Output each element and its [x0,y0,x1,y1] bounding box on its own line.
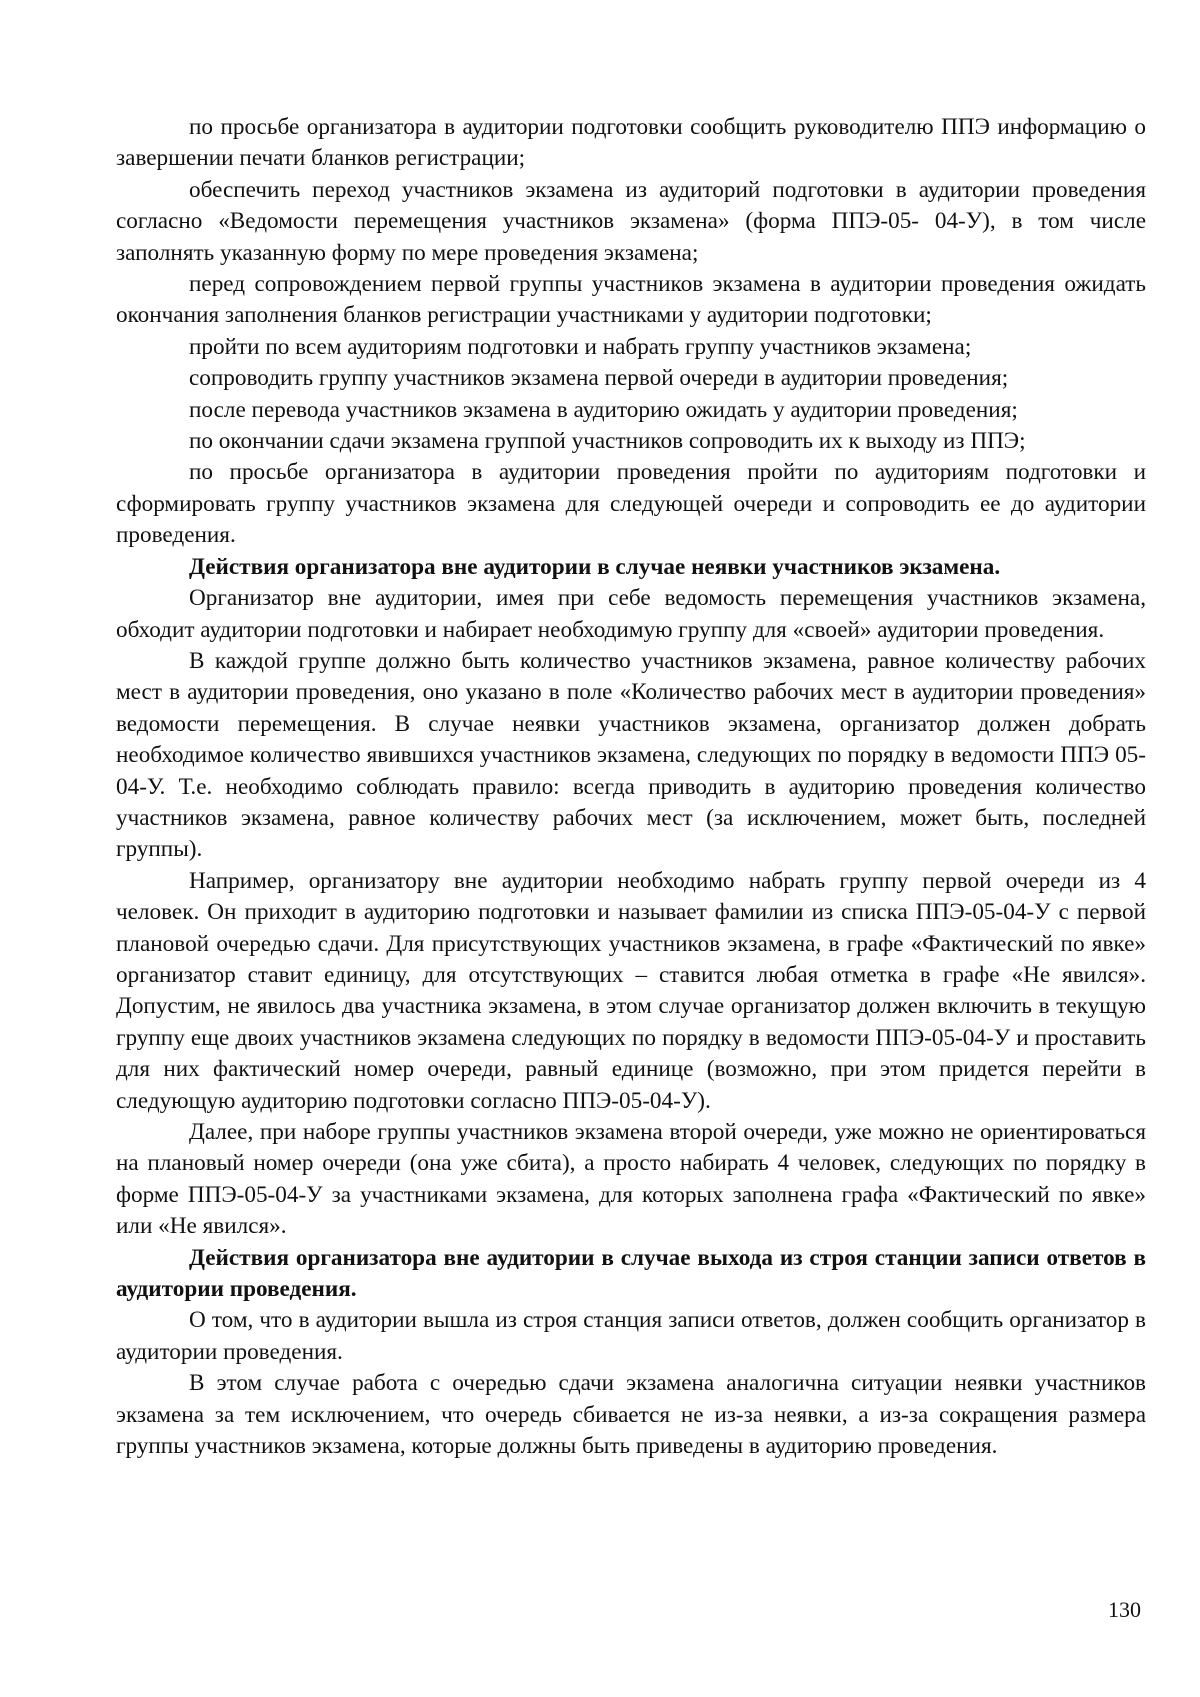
paragraph: по просьбе организатора в аудитории подготовки сообщить руководителю ППЭ информацию о завершении печати бланков регистрации; [116,114,1146,172]
paragraph: по окончании сдачи экзамена группой участников сопроводить их к выходу из ППЭ; [189,428,1026,455]
section-heading: Действия организатора вне аудитории в случае неявки участников экзамена. [189,553,1001,580]
paragraph: пройти по всем аудиториям подготовки и набрать группу участников экзамена; [189,333,972,360]
paragraph: О том, что в аудитории вышла из строя станция записи ответов, должен сообщить организатор в аудитории проведения. [116,1307,1146,1365]
paragraph: сопроводить группу участников экзамена первой очереди в аудитории проведения; [189,365,1009,392]
paragraph: после перевода участников экзамена в аудиторию ожидать у аудитории проведения; [189,396,1018,423]
paragraph: перед сопровождением первой группы участников экзамена в аудитории проведения ожидать окончания заполнения бланков регистрации участниками у аудитории подготовки; [116,271,1146,329]
paragraph: Организатор вне аудитории, имея при себе ведомость перемещения участников экзамена, обходит аудитории подготовки и набирает необходимую группу для «своей» аудитории проведения. [116,585,1146,643]
page-number: 130 [1108,1597,1141,1622]
paragraph: В этом случае работа с очередью сдачи экзамена аналогична ситуации неявки участников экзамена за тем исключением, что очередь сбивается не из-за неявки, а из-за сокращения размера группы участников экзамена, которые должны быть приведены в аудиторию проведения. [116,1370,1146,1460]
paragraph: В каждой группе должно быть количество участников экзамена, равное количеству рабочих мест в аудитории проведения, оно указано в поле «Количество рабочих мест в аудитории проведения» ведомости перемещения. В случае неявки участников экзамена, организатор должен добрать необходимое количество явившихся участников экзамена, следующих по порядку в ведомости ППЭ 05-04-У. Т.е. необходимо соблюдать правило: всегда приводить в аудиторию проведения количество участников экзамена, равное количеству рабочих мест (за исключением, может быть, последней группы). [116,647,1146,863]
paragraph: Например, организатору вне аудитории необходимо набрать группу первой очереди из 4 человек. Он приходит в аудиторию подготовки и называет фамилии из списка ППЭ-05-04-У с первой плановой очередью сдачи. Для присутствующих участников экзамена, в графе «Фактический по явке» организатор ставит единицу, для отсутствующих – ставится любая отметка в графе «Не явился». Допустим, не явилось два участника экзамена, в этом случае организатор должен включить в текущую группу еще двоих участников экзамена следующих по порядку в ведомости ППЭ-05-04-У и проставить для них фактический номер очереди, равный единице (возможно, при этом придется перейти в следующую аудиторию подготовки согласно ППЭ-05-04-У). [116,867,1146,1114]
paragraph: по просьбе организатора в аудитории проведения пройти по аудиториям подготовки и сформировать группу участников экзамена для следующей очереди и сопроводить ее до аудитории проведения. [116,459,1146,549]
document-body [116,112,1146,1462]
paragraph: Далее, при наборе группы участников экзамена второй очереди, уже можно не ориентироваться на плановый номер очереди (она уже сбита), а просто набирать 4 человек, следующих по порядку в форме ППЭ-05-04-У за участниками экзамена, для которых заполнена графа «Фактический по явке» или «Не явился». [116,1119,1146,1240]
paragraph: обеспечить переход участников экзамена из аудиторий подготовки в аудитории проведения согласно «Ведомости перемещения участников экзамена» (форма ППЭ-05- 04-У), в том числе заполнять указанную форму по мере проведения экзамена; [116,176,1146,266]
section-heading: Действия организатора вне аудитории в случае выхода из строя станции записи ответов в аудитории проведения. [116,1244,1146,1303]
